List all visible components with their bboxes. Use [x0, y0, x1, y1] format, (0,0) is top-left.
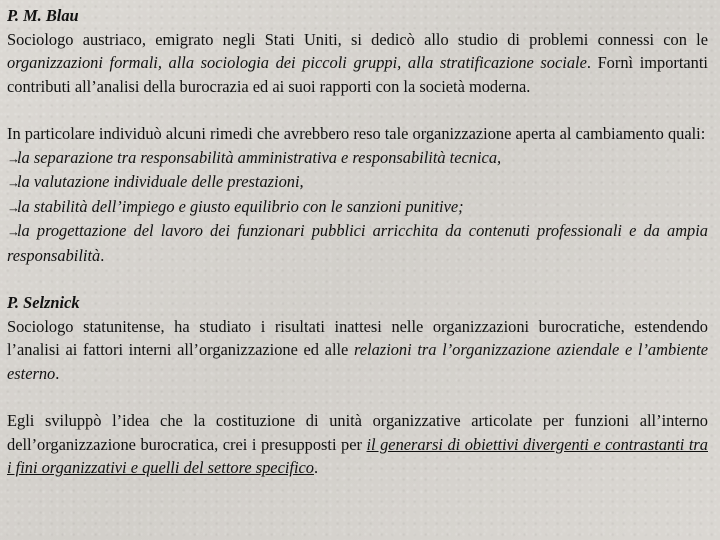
- arrow-icon: →: [7, 199, 20, 215]
- selznick-para-text: Egli sviluppò l’idea che la costituzione di unità organizzative articolate per funzioni all’interno dell’organizzazione burocratica, crei i presupposti per: [7, 411, 708, 454]
- selznick-section: [7, 291, 708, 385]
- arrow-icon: →: [7, 150, 20, 166]
- remedy-text: la progettazione del lavoro dei funzionari pubblici arricchita da contenuti professionali e da ampia responsabilità: [7, 221, 708, 265]
- remedy-text: la valutazione individuale delle prestazioni,: [17, 172, 304, 191]
- arrow-icon: →: [7, 224, 20, 239]
- selznick-para-underlined: il generarsi di obiettivi divergenti e contrastanti tra i fini organizzativi e quelli del settore specifico: [7, 434, 708, 477]
- list-item: [7, 146, 708, 171]
- selznick-intro-emphasis: relazioni tra l’organizzazione aziendale e l’ambiente esterno: [7, 340, 709, 383]
- list-item: [7, 170, 708, 195]
- document-page: [7, 4, 708, 480]
- selznick-intro-text: Sociologo statunitense, ha studiato i risultati inattesi nelle organizzazioni burocratiche, estendendo l’analisi ai fattori interni all’organizzazione ed alle: [7, 316, 708, 359]
- selznick-intro-end: .: [55, 363, 60, 383]
- remedy-text: la separazione tra responsabilità amministrativa e responsabilità tecnica,: [17, 147, 502, 167]
- remedies-end: .: [100, 245, 105, 265]
- remedies-intro: In particolare individuò alcuni rimedi che avrebbero reso tale organizzazione aperta al cambiamento quali:: [7, 124, 706, 143]
- blau-section: [7, 4, 708, 98]
- list-item: [7, 195, 708, 220]
- selznick-para-end: .: [313, 458, 319, 477]
- blau-name: P. M. Blau: [7, 6, 79, 25]
- selznick-paragraph: [7, 409, 708, 480]
- blau-intro-emphasis: organizzazioni formali, alla sociologia dei piccoli gruppi, alla stratificazione sociale: [7, 53, 587, 72]
- blau-intro-text: Sociologo austriaco, emigrato negli Stati Uniti, si dedicò allo studio di problemi connessi con le: [7, 29, 708, 49]
- remedy-text: la stabilità dell’impiego e giusto equilibrio con le sanzioni punitive;: [17, 196, 464, 216]
- blau-intro-text-end: . Fornì importanti contributi all’analisi della burocrazia ed ai suoi rapporti con la società moderna.: [7, 53, 708, 96]
- arrow-icon: →: [7, 175, 20, 190]
- selznick-name: P. Selznick: [7, 293, 80, 312]
- blau-remedies: [7, 122, 708, 267]
- list-item: [7, 219, 708, 267]
